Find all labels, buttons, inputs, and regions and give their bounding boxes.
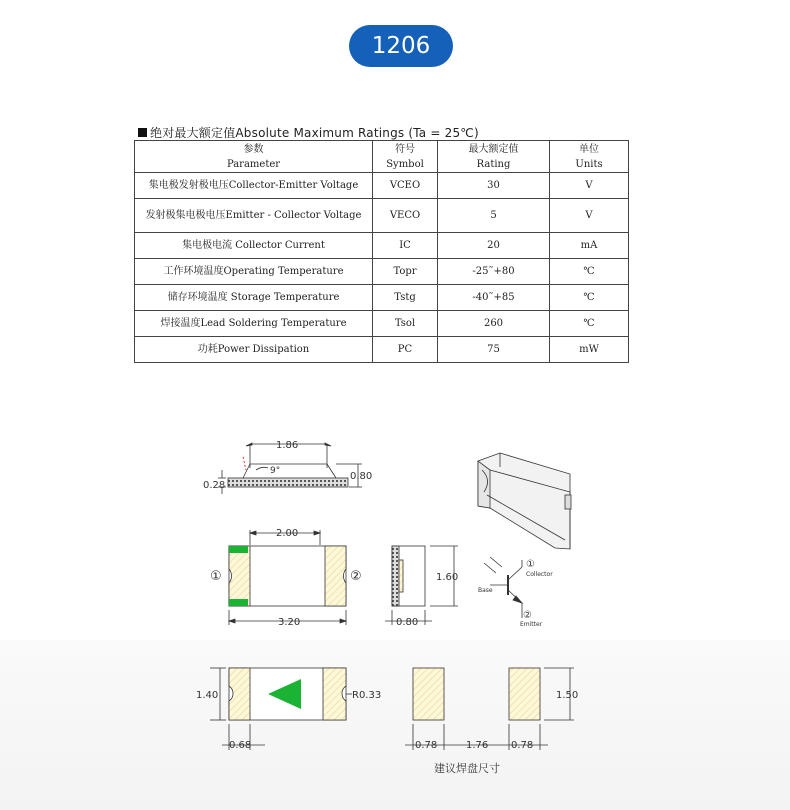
symbol-cell: VCEO [373, 173, 438, 199]
dim-total-length: 3.20 [278, 617, 301, 628]
rating-cell: 30 [438, 173, 550, 199]
land-pad-right [509, 668, 540, 720]
symbol-cell: IC [373, 233, 438, 259]
symbol-cell: Tstg [373, 285, 438, 311]
header-symbol: 符号 Symbol [373, 141, 438, 173]
dim-land-width-right: 0.78 [511, 740, 534, 751]
unit-cell: ℃ [550, 285, 629, 311]
param-cell: 集电极发射极电压Collector-Emitter Voltage [135, 173, 373, 199]
dim-pad-width: 0.68 [229, 740, 252, 751]
param-cell: 发射极集电极电压Emitter - Collector Voltage [135, 199, 373, 233]
param-cell: 储存环境温度 Storage Temperature [135, 285, 373, 311]
package-size-badge: 1206 [349, 25, 453, 67]
dim-top-width: 1.86 [276, 440, 299, 451]
unit-cell: V [550, 199, 629, 233]
dim-radius: R0.33 [352, 690, 382, 701]
unit-cell: V [550, 173, 629, 199]
unit-cell: ℃ [550, 311, 629, 337]
polarity-marker-top [229, 546, 248, 553]
collector-pin-number: ① [526, 559, 535, 570]
rating-cell: -40˜+85 [438, 285, 550, 311]
unit-cell: mA [550, 233, 629, 259]
header-rating: 最大额定值 Rating [438, 141, 550, 173]
base-label: Base [478, 587, 493, 594]
dim-height-left: 0.28 [203, 480, 226, 491]
ratings-table-title-text: 绝对最大额定值Absolute Maximum Ratings (Ta = 25℃) [150, 126, 479, 140]
pin1-label: ① [210, 569, 222, 584]
rating-cell: -25˜+80 [438, 259, 550, 285]
land-pattern-view [405, 668, 574, 750]
dim-body-width: 2.00 [276, 528, 299, 539]
dim-height-right: 0.80 [350, 471, 373, 482]
param-cell: 焊接温度Lead Soldering Temperature [135, 311, 373, 337]
pin2-label: ② [350, 569, 362, 584]
land-pad-left [413, 668, 444, 720]
param-cell: 工作环境温度Operating Temperature [135, 259, 373, 285]
side-body-strip [228, 478, 348, 487]
end-view [385, 546, 458, 625]
unit-cell: ℃ [550, 259, 629, 285]
pad-footprint-view [210, 668, 352, 750]
emitter-label: Emitter [520, 621, 543, 628]
dim-side-width: 0.80 [396, 617, 419, 628]
footprint-caption: 建议焊盘尺寸 [434, 762, 500, 775]
header-units: 单位 Units [550, 141, 629, 173]
rating-cell: 20 [438, 233, 550, 259]
header-parameter: 参数 Parameter [135, 141, 373, 173]
top-view [229, 530, 346, 625]
symbol-cell: PC [373, 337, 438, 363]
param-cell: 功耗Power Dissipation [135, 337, 373, 363]
param-cell: 集电极电流 Collector Current [135, 233, 373, 259]
symbol-cell: Tsol [373, 311, 438, 337]
unit-cell: mW [550, 337, 629, 363]
collector-label: Collector [526, 571, 553, 578]
symbol-cell: VECO [373, 199, 438, 233]
dim-angle: 9° [270, 466, 281, 476]
isometric-view [478, 453, 571, 549]
symbol-cell: Topr [373, 259, 438, 285]
dim-pad-height: 1.40 [196, 690, 219, 701]
rating-cell: 260 [438, 311, 550, 337]
emitter-pin-number: ② [523, 610, 532, 621]
rating-cell: 5 [438, 199, 550, 233]
dim-land-gap: 1.76 [466, 740, 489, 751]
polarity-marker-bottom [229, 599, 248, 606]
dim-side-height: 1.60 [436, 572, 459, 583]
dim-land-width-left: 0.78 [415, 740, 438, 751]
dim-land-height: 1.50 [556, 690, 579, 701]
rating-cell: 75 [438, 337, 550, 363]
